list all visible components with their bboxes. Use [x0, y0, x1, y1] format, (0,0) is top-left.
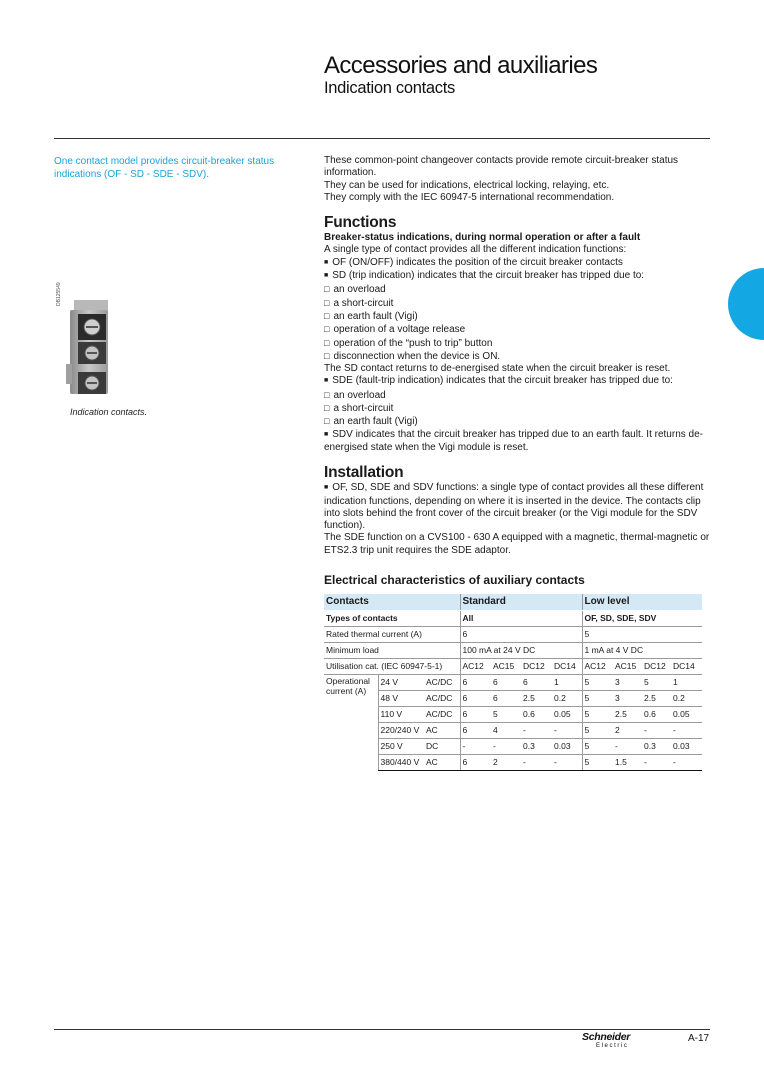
electrical-characteristics-table	[324, 594, 702, 771]
intro-line: They comply with the IEC 60947-5 international recommendation.	[324, 191, 615, 203]
table-row: Minimum load 100 mA at 24 V DC 1 mA at 4 V DC	[324, 643, 702, 659]
logo-text: Schneider	[582, 1031, 631, 1043]
schneider-electric-logo	[582, 1032, 630, 1050]
sub-bullet: □ a short-circuit	[324, 402, 712, 415]
header-contacts: Contacts	[324, 594, 460, 611]
bullet-sd: ■ SD (trip indication) indicates that the circuit breaker has tripped due to:	[324, 270, 712, 283]
functions-lead: A single type of contact provides all the different indication functions:	[324, 244, 627, 256]
table-row: 250 V DC - - 0.3 0.03 5 - 0.3 0.03	[324, 739, 702, 755]
sub-bullet: □ an overload	[324, 283, 712, 296]
logo-subtext: Electric	[596, 1043, 629, 1049]
intro-line: These common-point changeover contacts provide remote circuit-breaker status information.	[324, 155, 679, 179]
functions-subheading: Breaker-status indications, during normal operation or after a fault	[324, 232, 641, 244]
intro-line: They can be used for indications, electrical locking, relaying, etc.	[324, 179, 610, 191]
table-row: Rated thermal current (A) 6 5	[324, 627, 702, 643]
functions-heading: Functions	[324, 214, 397, 232]
bullet-of: ■ OF (ON/OFF) indicates the position of the circuit breaker contacts	[324, 257, 712, 270]
header-low-level: Low level	[582, 594, 702, 611]
table-row: 380/440 V AC 6 2 - - 5 1.5 - -	[324, 755, 702, 771]
sd-reset-note: The SD contact returns to de-energised state when the circuit breaker is reset.	[324, 363, 671, 375]
installation-note: The SDE function on a CVS100 - 630 A equipped with a magnetic, thermal-magnetic or ETS2.3 trip unit requires the SDE adaptor.	[324, 532, 710, 556]
indication-contact-photo	[64, 300, 124, 407]
table-header-row	[324, 594, 702, 611]
operational-current-label: Operational current (A)	[326, 676, 370, 697]
table-row: 220/240 V AC 6 4 - - 5 2 - -	[324, 723, 702, 739]
table-row: Utilisation cat. (IEC 60947-5-1) AC12 AC15 DC12 DC14 AC12 AC15 DC12 DC14	[324, 659, 702, 675]
table-heading: Electrical characteristics of auxiliary contacts	[324, 573, 585, 588]
table-row: Operational current (A) 24 V AC/DC 6 6 6 1 5 3 5 1	[324, 675, 702, 691]
main-content	[324, 155, 712, 771]
bullet-sdv: ■ SDV indicates that the circuit breaker has tripped due to an earth fault. It returns de-energised state when the Vigi module is reset.	[324, 429, 712, 455]
top-divider	[54, 138, 710, 139]
table-row: 110 V AC/DC 6 5 0.6 0.05 5 2.5 0.6 0.05	[324, 707, 702, 723]
photo-code: DB125549	[56, 282, 62, 306]
side-note: One contact model provides circuit-breaker status indications (OF - SD - SDE - SDV).	[54, 156, 275, 180]
photo-caption: Indication contacts.	[70, 407, 148, 417]
sub-bullet: □ an earth fault (Vigi)	[324, 310, 712, 323]
page-number: A-17	[688, 1033, 710, 1044]
sub-bullet: □ an earth fault (Vigi)	[324, 415, 712, 428]
table-row: Types of contacts All OF, SD, SDE, SDV	[324, 611, 702, 627]
sub-bullet: □ a short-circuit	[324, 297, 712, 310]
header-standard: Standard	[460, 594, 582, 611]
bullet-sde: ■ SDE (fault-trip indication) indicates that the circuit breaker has tripped due to:	[324, 375, 712, 388]
table-row: 48 V AC/DC 6 6 2.5 0.2 5 3 2.5 0.2	[324, 691, 702, 707]
sub-bullet: □ operation of a voltage release	[324, 323, 712, 336]
sub-bullet: □ disconnection when the device is ON.	[324, 350, 712, 363]
bottom-divider	[54, 1029, 710, 1030]
page-title: Accessories and auxiliaries	[324, 52, 598, 79]
installation-heading: Installation	[324, 464, 404, 482]
sub-bullet: □ an overload	[324, 389, 712, 402]
installation-text: ■ OF, SD, SDE and SDV functions: a single type of contact provides all these different indication functions, depending on where it is inserted in the device. The contacts clip into slots behind the front cover of the circuit breaker (or the Vigi module for the SDV function).	[324, 482, 712, 532]
sub-bullet: □ operation of the “push to trip” button	[324, 337, 712, 350]
section-tab	[728, 268, 764, 340]
page-subtitle: Indication contacts	[324, 79, 455, 97]
